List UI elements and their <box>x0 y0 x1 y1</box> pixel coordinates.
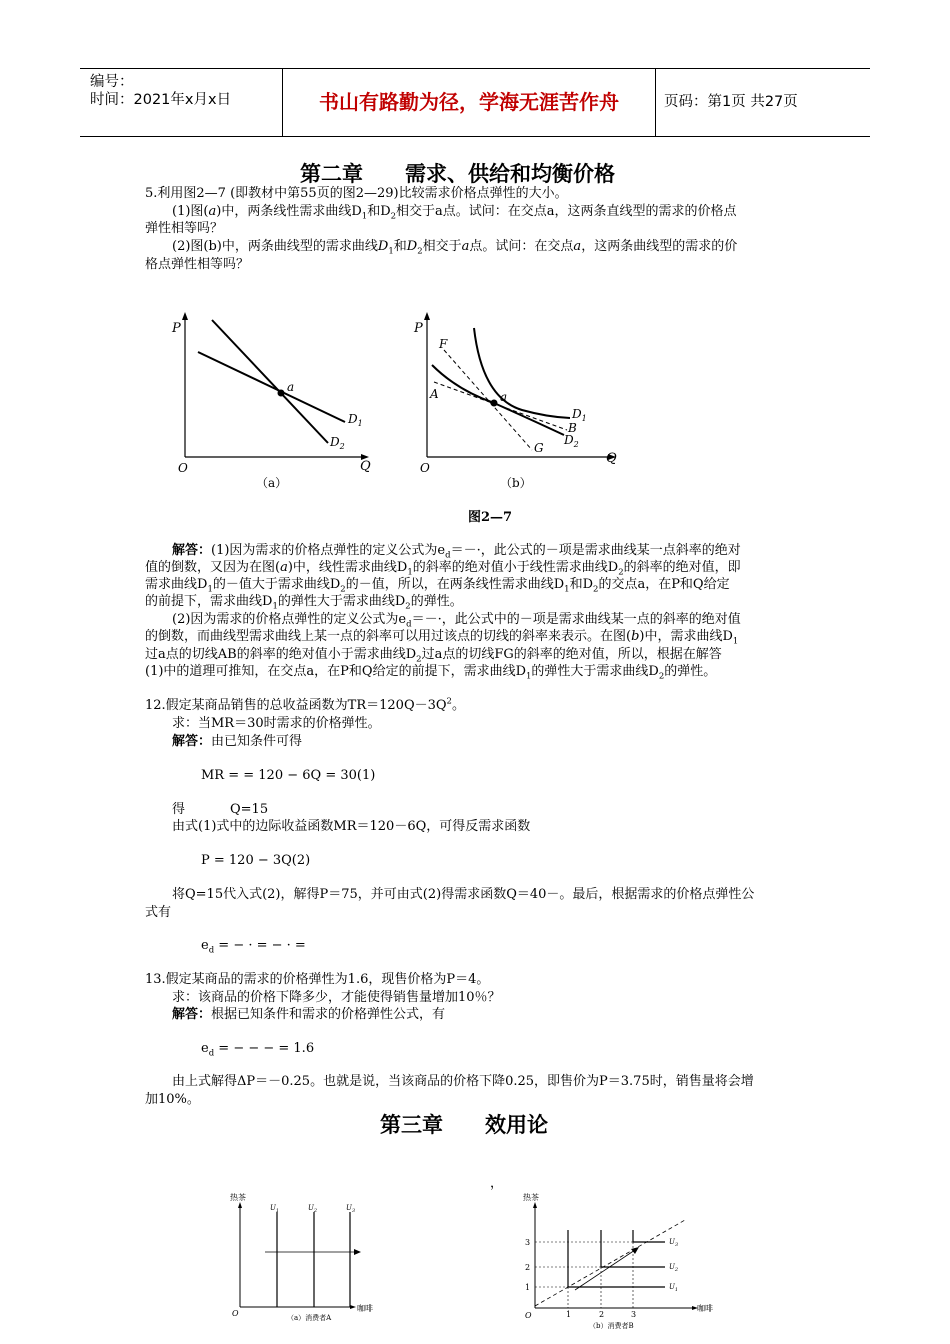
arrow-head <box>354 1249 361 1255</box>
label-u1: $U_1$ <box>669 1283 679 1293</box>
tick-y2: 2 <box>525 1263 531 1272</box>
q12-q15: Q=15 <box>230 802 269 817</box>
q13-answer-intro: 解答：根据已知条件和需求的价格弹性公式，有 <box>172 1007 446 1022</box>
ans5-p1-l3: 需求曲线$D_1$的－值大于需求曲线$D_2$的－值，所以，在两条线性需求曲线$D_1$和$D_2$的交点a，在P和Q给定 <box>145 577 730 595</box>
q5-sub1-line2: 弹性相等吗？ <box>145 221 224 236</box>
ans5-p1-l2: 值的倒数，又因为在图(a)中，线性需求曲线$D_1$的斜率的绝对值小于线性需求曲线$D_2$的斜率的绝对值，即 <box>145 560 741 578</box>
label-o: O <box>232 1309 239 1318</box>
ans5-p1-l4: 的前提下，需求曲线$D_1$的弹性大于需求曲线$D_2$的弹性。 <box>145 594 463 612</box>
label-u3: $U_3$ <box>346 1204 356 1214</box>
label-x: 咖啡 <box>357 1304 373 1313</box>
q12-line-mr: 由式(1)式中的边际收益函数MR＝120－6Q，可得反需求函数 <box>172 819 531 834</box>
tick-x2: 2 <box>599 1310 605 1319</box>
chapter-2-title: 第二章 需求、供给和均衡价格 <box>300 162 615 186</box>
label-d2: $D_2$ <box>564 433 579 449</box>
intersection-point <box>491 400 498 407</box>
q5-sub2-line2: 格点弹性相等吗？ <box>145 257 250 272</box>
tick-y1: 1 <box>525 1283 531 1292</box>
header-meta-cell <box>80 69 283 136</box>
caption-b: （b）消费者B <box>589 1322 634 1330</box>
label-y: 热茶 <box>230 1193 246 1202</box>
label-panel-b: （b） <box>500 476 532 490</box>
tick-x3: 3 <box>631 1310 637 1319</box>
header-page-info: 页码：第1页 共27页 <box>664 94 798 110</box>
q5-line1: 5.利用图2—7 (即教材中第55页的图2—29)比较需求价格点弹性的大小。 <box>145 186 568 201</box>
figure-caption: 图2—7 <box>468 510 513 525</box>
label-d1: $D_1$ <box>572 407 587 423</box>
label-u3: $U_3$ <box>669 1238 679 1248</box>
caption-a: （a）消费者A <box>287 1314 332 1322</box>
label-b: B <box>568 421 577 435</box>
label-p: P <box>172 321 181 336</box>
indifference-u3 <box>633 1230 665 1242</box>
label-o: O <box>420 461 430 475</box>
diagonal-dashed <box>535 1220 685 1306</box>
arrow-line <box>575 1250 635 1290</box>
label-u2: $U_2$ <box>669 1263 679 1273</box>
label-o: O <box>525 1311 532 1320</box>
figure-consumer-a <box>225 1190 410 1340</box>
q5-sub2: (2)图(b)中，两条曲线型的需求曲线$D_1$和$D_2$相交于a点。试问：在交点a，这两条曲线型的需求的价 <box>172 239 738 257</box>
header-motto: 书山有路勤为径，学海无涯苦作舟 <box>283 69 656 136</box>
q13-result2: 加10%。 <box>145 1092 200 1107</box>
arrow-head <box>631 1247 639 1254</box>
q12-line-sub1: 将Q=15代入式(2)，解得P＝75，并可由式(2)得需求函数Q＝40－。最后，根据需求的价格点弹性公 <box>172 887 755 902</box>
tick-x1: 1 <box>566 1310 572 1319</box>
label-a: a <box>500 390 508 404</box>
q12-eq3: $e_d$ = − · = − · = <box>201 938 306 956</box>
figure-consumer-b <box>515 1190 730 1340</box>
label-p: P <box>414 321 423 336</box>
label-d2: $D_2$ <box>330 435 345 451</box>
q12-de: 得 <box>172 802 186 817</box>
q12-eq2: P = 120 − 3Q(2) <box>201 853 311 868</box>
demand-curve-d1 <box>198 352 345 422</box>
header-table <box>80 68 870 137</box>
figure-2-7a <box>160 310 390 500</box>
label-o: O <box>178 461 188 475</box>
chapter-3-title: 第三章 效用论 <box>380 1113 548 1137</box>
ans5-p2-l1: (2)因为需求的价格点弹性的定义公式为$e_d=-\cdot$，此公式中的－项是需求曲线某一点的斜率的绝对值 <box>172 612 741 630</box>
q12-answer-intro: 解答：由已知条件可得 <box>172 734 303 749</box>
q13-eq: $e_d$ = − − − = 1.6 <box>201 1041 315 1059</box>
ans5-p1-l1: 解答：(1)因为需求的价格点弹性的定义公式为$e_d=-\cdot$，此公式的－项是需求曲线某一点斜率的绝对 <box>172 543 741 561</box>
indifference-u1 <box>568 1230 665 1287</box>
label-q: Q <box>360 459 371 474</box>
label-f: F <box>439 337 448 351</box>
ans5-p2-l4: (1)中的道理可推知，在交点a，在P和Q给定的前提下，需求曲线$D_1$的弹性大于需求曲线$D_2$的弹性。 <box>145 664 717 682</box>
stray-comma: ， <box>490 1176 504 1191</box>
demand-curve-d2 <box>432 365 564 435</box>
figure-2-7b <box>402 310 632 500</box>
label-d1: $D_1$ <box>348 412 363 428</box>
label-g: G <box>534 441 544 455</box>
q13-result1: 由上式解得ΔP＝－0.25。也就是说，当该商品的价格下降0.25，即售价为P＝3.75时，销售量将会增 <box>172 1074 754 1089</box>
label-a: a <box>287 380 295 394</box>
label-a-point: A <box>430 387 439 401</box>
q12-line1: 12.假定某商品销售的总收益函数为$TR=120Q-3Q^2$。 <box>145 696 465 713</box>
demand-curve-d1 <box>474 328 570 418</box>
number-label: 编号： <box>90 74 134 90</box>
q5-sub1: (1)图(a)中，两条线性需求曲线$D_1$和$D_2$相交于a点。试问：在交点a，这两条直线型的需求的价格点 <box>172 204 737 222</box>
q12-line-sub2: 式有 <box>145 905 172 920</box>
intersection-point <box>278 390 285 397</box>
q13-line2: 求：该商品的价格下降多少，才能使得销售量增加10％？ <box>172 990 501 1005</box>
q13-line1: 13.假定某商品的需求的价格弹性为1.6，现售价格为P＝4。 <box>145 972 490 987</box>
demand-curve-d2 <box>212 320 328 443</box>
label-u1: $U_1$ <box>270 1204 280 1214</box>
time-label: 时间：2021年x月x日 <box>90 92 232 108</box>
q12-eq1: MR = = 120 − 6Q = 30(1) <box>201 768 376 783</box>
label-panel-a: （a） <box>256 476 288 490</box>
ans5-p2-l2: 的倒数，而曲线型需求曲线上某一点的斜率可以用过该点的切线的斜率来表示。在图(b)中，需求曲线$D_1$ <box>145 629 739 647</box>
label-u2: $U_2$ <box>308 1204 318 1214</box>
ans5-p2-l3: 过a点的切线AB的斜率的绝对值小于需求曲线$D_2$过a点的切线FG的斜率的绝对值，所以，根据在解答 <box>145 647 722 665</box>
tick-y3: 3 <box>525 1238 531 1247</box>
label-q: Q <box>606 451 617 466</box>
label-x: 咖啡 <box>697 1304 713 1313</box>
label-y: 热茶 <box>523 1193 539 1202</box>
q12-line2: 求：当MR＝30时需求的价格弹性。 <box>172 716 381 731</box>
